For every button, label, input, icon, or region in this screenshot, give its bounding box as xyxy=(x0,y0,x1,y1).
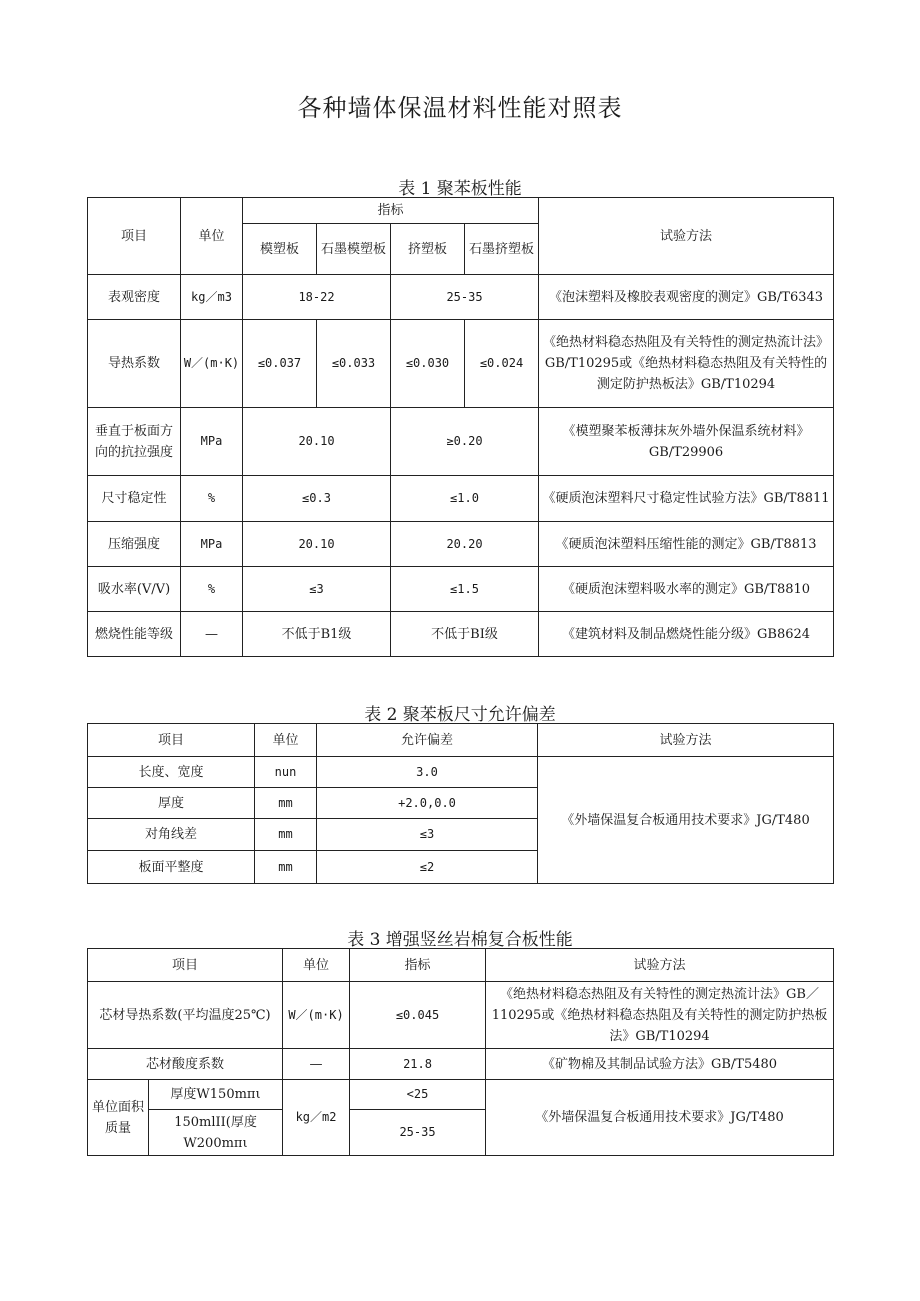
t3-r1-item: 芯材导热系数(平均温度25℃) xyxy=(88,982,283,1049)
t3-header-method: 试验方法 xyxy=(486,949,834,982)
t2-header-method: 试验方法 xyxy=(538,724,834,757)
t1-r2-v4: ≤0.024 xyxy=(465,320,539,408)
t3-r1-unit: W／(m·K) xyxy=(283,982,350,1049)
t3-r1-value: ≤0.045 xyxy=(350,982,486,1049)
t1-r4-xps: ≤1.0 xyxy=(391,476,539,522)
t1-sub-xps: 挤塑板 xyxy=(391,224,465,275)
t3-r3-value1: <25 xyxy=(350,1080,486,1110)
t2-r3-deviation: ≤3 xyxy=(317,819,538,851)
t1-r4-unit: % xyxy=(181,476,243,522)
table1-caption: 表 1 聚苯板性能 xyxy=(398,179,522,199)
t1-r1-eps: 18-22 xyxy=(243,275,391,320)
t2-r4-unit: mm xyxy=(255,851,317,884)
table-row xyxy=(88,275,834,320)
t1-r7-method: 《建筑材料及制品燃烧性能分级》GB8624 xyxy=(539,612,834,657)
t1-r4-eps: ≤0.3 xyxy=(243,476,391,522)
t3-header-item: 项目 xyxy=(88,949,283,982)
t2-r2-unit: mm xyxy=(255,788,317,819)
t3-r2-method: 《矿物棉及其制品试验方法》GB/T5480 xyxy=(486,1049,834,1080)
t2-header-unit: 单位 xyxy=(255,724,317,757)
t1-r1-unit: kg／m3 xyxy=(181,275,243,320)
t2-r4-item: 板面平整度 xyxy=(88,851,255,884)
t2-method: 《外墙保温复合板通用技术要求》JG/T480 xyxy=(538,757,834,884)
table-row xyxy=(88,982,834,1049)
t1-r6-item: 吸水率(V/V) xyxy=(88,567,181,612)
table-row xyxy=(88,476,834,522)
t2-r3-item: 对角线差 xyxy=(88,819,255,851)
t1-r1-xps: 25-35 xyxy=(391,275,539,320)
t1-header-item: 项目 xyxy=(88,198,181,275)
t1-r2-v3: ≤0.030 xyxy=(391,320,465,408)
t1-r2-v1: ≤0.037 xyxy=(243,320,317,408)
t1-r7-item: 燃烧性能等级 xyxy=(88,612,181,657)
t1-r4-item: 尺寸稳定性 xyxy=(88,476,181,522)
t1-r6-unit: % xyxy=(181,567,243,612)
t3-r3-item: 单位面积质量 xyxy=(88,1080,149,1156)
table-row xyxy=(88,1080,834,1110)
t1-header-method: 试验方法 xyxy=(539,198,834,275)
t1-r7-xps: 不低于BI级 xyxy=(391,612,539,657)
table3-rockwool-composite-properties xyxy=(87,948,834,1156)
t2-r1-unit: nun xyxy=(255,757,317,788)
t1-r3-xps: ≥0.20 xyxy=(391,408,539,476)
t1-header-index: 指标 xyxy=(243,198,539,224)
t2-header-deviation: 允许偏差 xyxy=(317,724,538,757)
t1-r3-method: 《模塑聚苯板薄抹灰外墙外保温系统材料》GB/T29906 xyxy=(539,408,834,476)
table-row xyxy=(88,1049,834,1080)
t1-r1-item: 表观密度 xyxy=(88,275,181,320)
t3-header-index: 指标 xyxy=(350,949,486,982)
t1-r2-unit: W／(m·K) xyxy=(181,320,243,408)
t1-header-unit: 单位 xyxy=(181,198,243,275)
t3-r1-method: 《绝热材料稳态热阻及有关特性的测定热流计法》GB／110295或《绝热材料稳态热阻及有关特性的测定防护热板法》GB/T10294 xyxy=(486,982,834,1049)
t1-r7-eps: 不低于B1级 xyxy=(243,612,391,657)
t3-r3-unit: kg／m2 xyxy=(283,1080,350,1156)
t1-r4-method: 《硬质泡沫塑料尺寸稳定性试验方法》GB/T8811 xyxy=(539,476,834,522)
t3-header-unit: 单位 xyxy=(283,949,350,982)
table-row xyxy=(88,567,834,612)
t1-r6-xps: ≤1.5 xyxy=(391,567,539,612)
t2-r3-unit: mm xyxy=(255,819,317,851)
t3-r3-sub1: 厚度W150mπι xyxy=(149,1080,283,1110)
table2-caption: 表 2 聚苯板尺寸允许偏差 xyxy=(364,705,556,725)
table2-dimension-tolerance xyxy=(87,723,834,884)
table-row xyxy=(88,757,834,788)
t1-r5-item: 压缩强度 xyxy=(88,522,181,567)
table1-polystyrene-properties xyxy=(87,197,834,657)
table-row xyxy=(88,320,834,408)
t1-r6-eps: ≤3 xyxy=(243,567,391,612)
t3-r2-value: 21.8 xyxy=(350,1049,486,1080)
t1-r3-item: 垂直于板面方向的抗拉强度 xyxy=(88,408,181,476)
table-row xyxy=(88,408,834,476)
t1-sub-graphite-xps: 石墨挤塑板 xyxy=(465,224,539,275)
t1-r5-xps: 20.20 xyxy=(391,522,539,567)
t2-r1-deviation: 3.0 xyxy=(317,757,538,788)
t2-r4-deviation: ≤2 xyxy=(317,851,538,884)
t2-header-item: 项目 xyxy=(88,724,255,757)
t2-r2-item: 厚度 xyxy=(88,788,255,819)
t1-r3-eps: 20.10 xyxy=(243,408,391,476)
t2-r2-deviation: +2.0,0.0 xyxy=(317,788,538,819)
document-title: 各种墙体保温材料性能对照表 xyxy=(297,94,623,122)
t1-r7-unit: — xyxy=(181,612,243,657)
table-row xyxy=(88,612,834,657)
table3-caption: 表 3 增强竖丝岩棉复合板性能 xyxy=(347,930,573,950)
t1-r3-unit: MPa xyxy=(181,408,243,476)
t3-r3-sub2: 150mlII(厚度W200mπι xyxy=(149,1110,283,1156)
t1-r1-method: 《泡沫塑料及橡胶表观密度的测定》GB/T6343 xyxy=(539,275,834,320)
t1-r2-method: 《绝热材料稳态热阻及有关特性的测定热流计法》GB/T10295或《绝热材料稳态热阻及有关特性的测定防护热板法》GB/T10294 xyxy=(539,320,834,408)
t1-sub-eps: 模塑板 xyxy=(243,224,317,275)
t1-sub-graphite-eps: 石墨模塑板 xyxy=(317,224,391,275)
t1-r2-v2: ≤0.033 xyxy=(317,320,391,408)
t3-r3-method: 《外墙保温复合板通用技术要求》JG/T480 xyxy=(486,1080,834,1156)
t3-r3-value2: 25-35 xyxy=(350,1110,486,1156)
t3-r2-item: 芯材酸度系数 xyxy=(88,1049,283,1080)
t1-r5-eps: 20.10 xyxy=(243,522,391,567)
t1-r6-method: 《硬质泡沫塑料吸水率的测定》GB/T8810 xyxy=(539,567,834,612)
t1-r2-item: 导热系数 xyxy=(88,320,181,408)
t1-r5-unit: MPa xyxy=(181,522,243,567)
t2-r1-item: 长度、宽度 xyxy=(88,757,255,788)
t1-r5-method: 《硬质泡沫塑料压缩性能的测定》GB/T8813 xyxy=(539,522,834,567)
table-row xyxy=(88,522,834,567)
t3-r2-unit: — xyxy=(283,1049,350,1080)
